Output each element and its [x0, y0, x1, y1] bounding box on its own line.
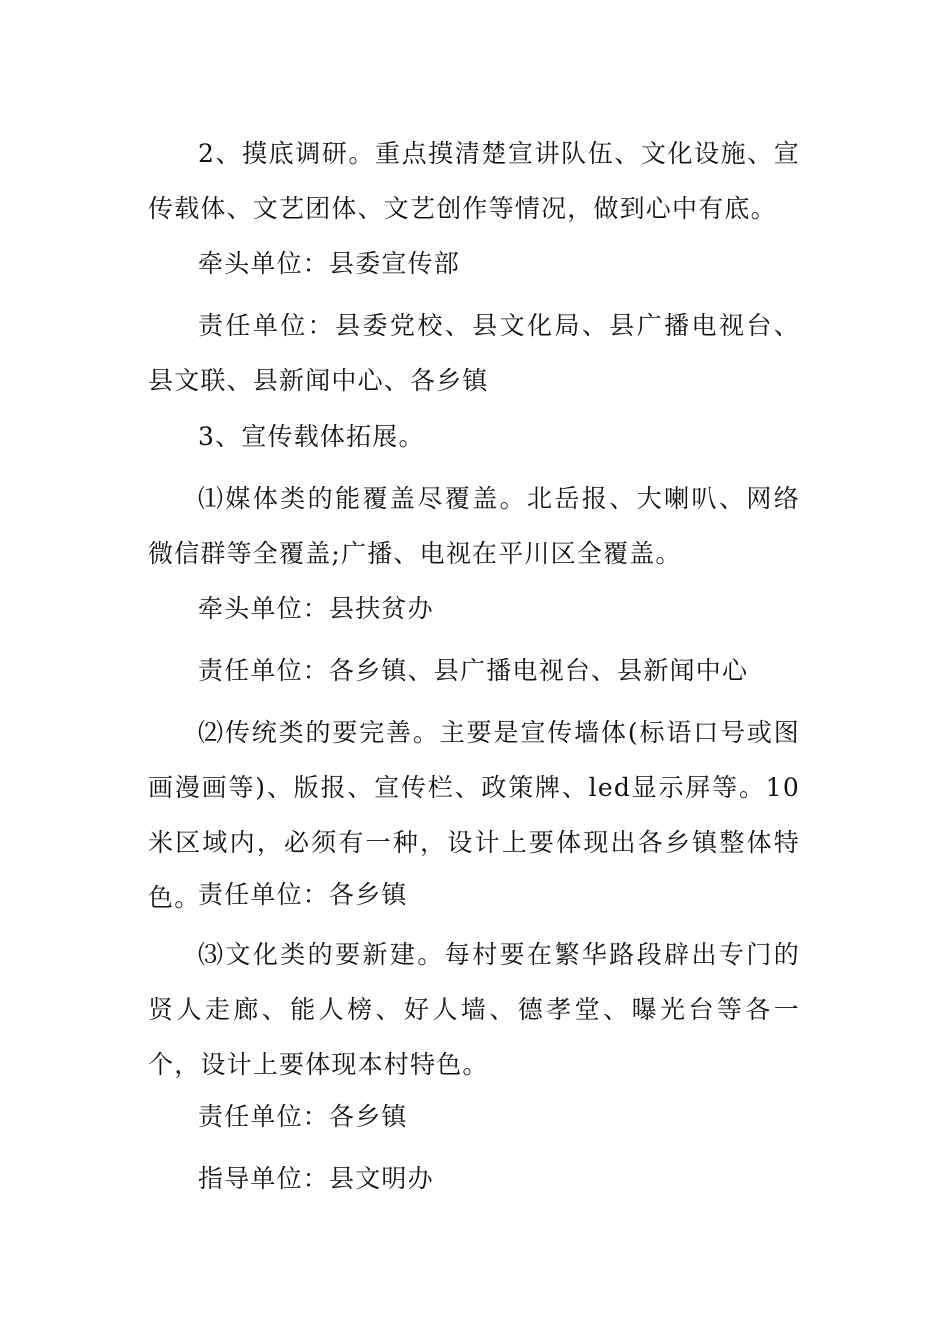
paragraph-responsible-unit-1: 责任单位：县委党校、县文化局、县广播电视台、县文联、县新闻中心、各乡镇: [148, 311, 800, 395]
paragraph-responsible-unit-4: 责任单位：各乡镇: [198, 1102, 408, 1131]
paragraph-survey: 2、摸底调研。重点摸清楚宣讲队伍、文化设施、宣传载体、文艺团体、文艺创作等情况，做到心中有底。: [148, 139, 800, 223]
paragraph-culture-category: ⑶文化类的要新建。每村要在繁华路段辟出专门的贤人走廊、能人榜、好人墙、德孝堂、曝光台等各一个，设计上要体现本村特色。: [148, 940, 800, 1079]
paragraph-guidance-unit: 指导单位：县文明办: [198, 1164, 434, 1193]
paragraph-lead-unit-2: 牵头单位：县扶贫办: [198, 594, 434, 623]
paragraph-responsible-unit-2: 责任单位：各乡镇、县广播电视台、县新闻中心: [198, 656, 749, 685]
paragraph-media-category: ⑴媒体类的能覆盖尽覆盖。北岳报、大喇叭、网络微信群等全覆盖;广播、电视在平川区全覆盖。: [148, 484, 800, 568]
paragraph-traditional-category: ⑵传统类的要完善。主要是宣传墙体(标语口号或图画漫画等)、版报、宣传栏、政策牌、led显示屏等。10米区域内，必须有一种，设计上要体现出各乡镇整体特色。: [148, 718, 800, 912]
paragraph-carrier-expansion: 3、宣传载体拓展。: [198, 422, 425, 451]
paragraph-lead-unit-1: 牵头单位：县委宣传部: [198, 249, 461, 278]
paragraph-responsible-unit-3: 责任单位：各乡镇: [198, 880, 408, 909]
